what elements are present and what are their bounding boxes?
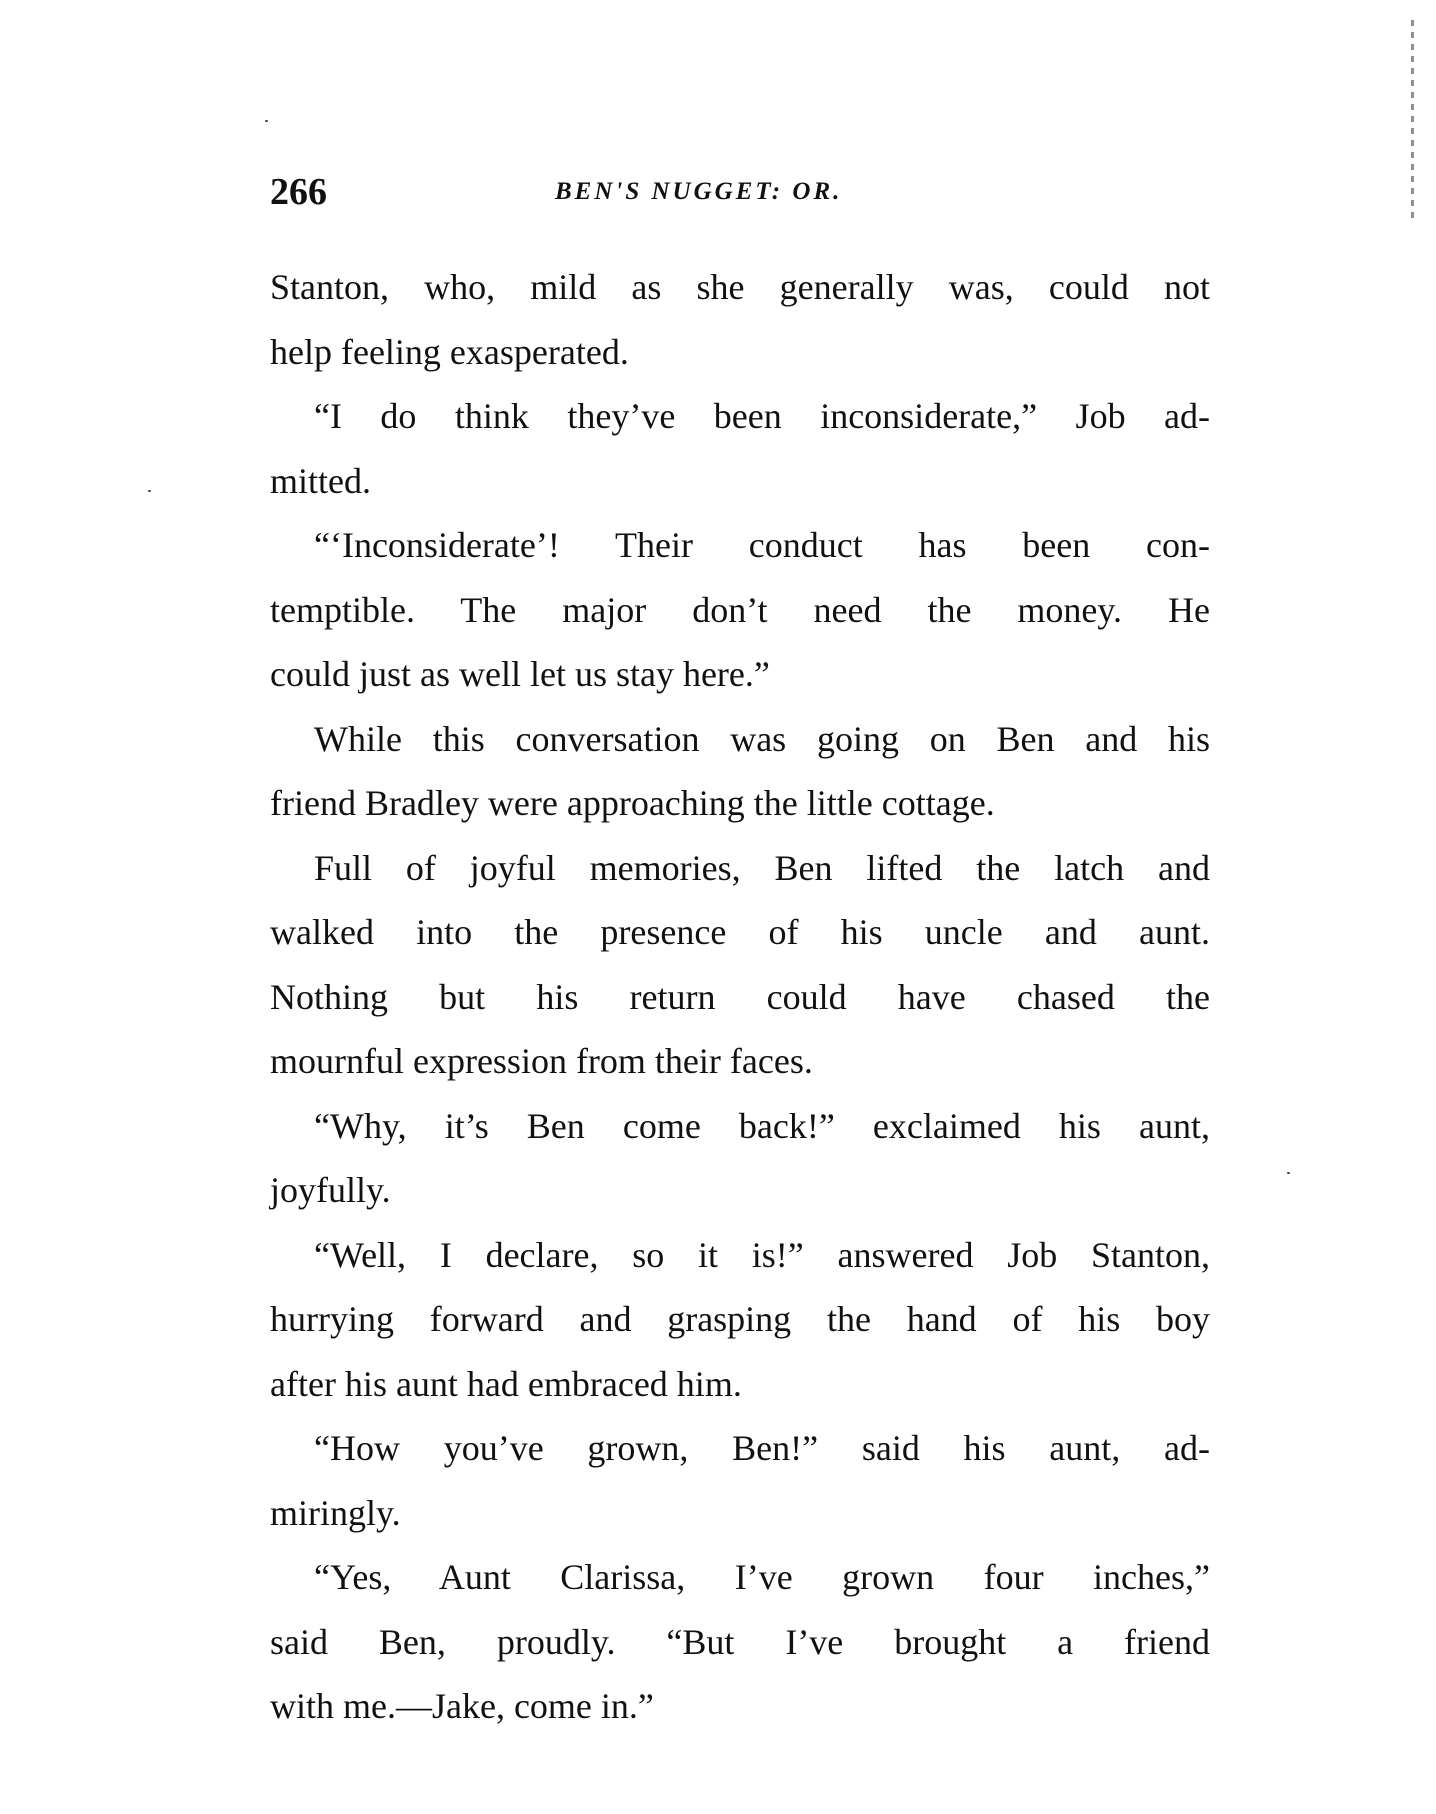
text-line: temptible. The major don’t need the money. He — [270, 589, 1210, 630]
running-title: BEN'S NUGGET: OR. — [555, 178, 843, 205]
text-line: mitted. — [270, 460, 371, 501]
text-line: “Why, it’s Ben come back!” exclaimed his aunt, — [314, 1105, 1210, 1146]
scan-speck — [265, 120, 268, 122]
text-line: “I do think they’ve been inconsiderate,” Job ad- — [314, 396, 1210, 436]
text-line: miringly. — [270, 1492, 401, 1533]
scan-speck — [1287, 1172, 1290, 1174]
scan-speck — [148, 490, 151, 492]
text-line: walked into the presence of his uncle and aunt. — [270, 912, 1210, 952]
text-line: While this conversation was going on Ben and his — [314, 718, 1210, 759]
text-line: help feeling exasperated. — [270, 331, 629, 372]
body-text — [270, 255, 1210, 1739]
text-line: “Well, I declare, so it is!” answered Job Stanton, — [314, 1234, 1210, 1275]
text-line: could just as well let us stay here.” — [270, 654, 770, 694]
text-line: “‘Inconsiderate’! Their conduct has been con- — [314, 525, 1210, 565]
text-line: said Ben, proudly. “But I’ve brought a friend — [270, 1621, 1210, 1662]
page-number: 266 — [270, 171, 327, 213]
text-line: joyfully. — [270, 1170, 391, 1210]
text-line: Full of joyful memories, Ben lifted the latch and — [314, 847, 1210, 888]
text-line: hurrying forward and grasping the hand of his boy — [270, 1299, 1210, 1339]
text-line: Nothing but his return could have chased the — [270, 976, 1210, 1017]
scan-edge-mark — [1411, 20, 1414, 220]
text-line: Stanton, who, mild as she generally was, could not — [270, 267, 1210, 307]
text-line: after his aunt had embraced him. — [270, 1363, 742, 1404]
text-line: with me.—Jake, come in.” — [270, 1686, 654, 1726]
text-line: “How you’ve grown, Ben!” said his aunt, ad- — [314, 1428, 1210, 1468]
text-line: friend Bradley were approaching the little cottage. — [270, 783, 995, 823]
text-line: mournful expression from their faces. — [270, 1041, 813, 1081]
page-header — [270, 170, 1210, 230]
text-line: “Yes, Aunt Clarissa, I’ve grown four inches,” — [314, 1557, 1210, 1597]
